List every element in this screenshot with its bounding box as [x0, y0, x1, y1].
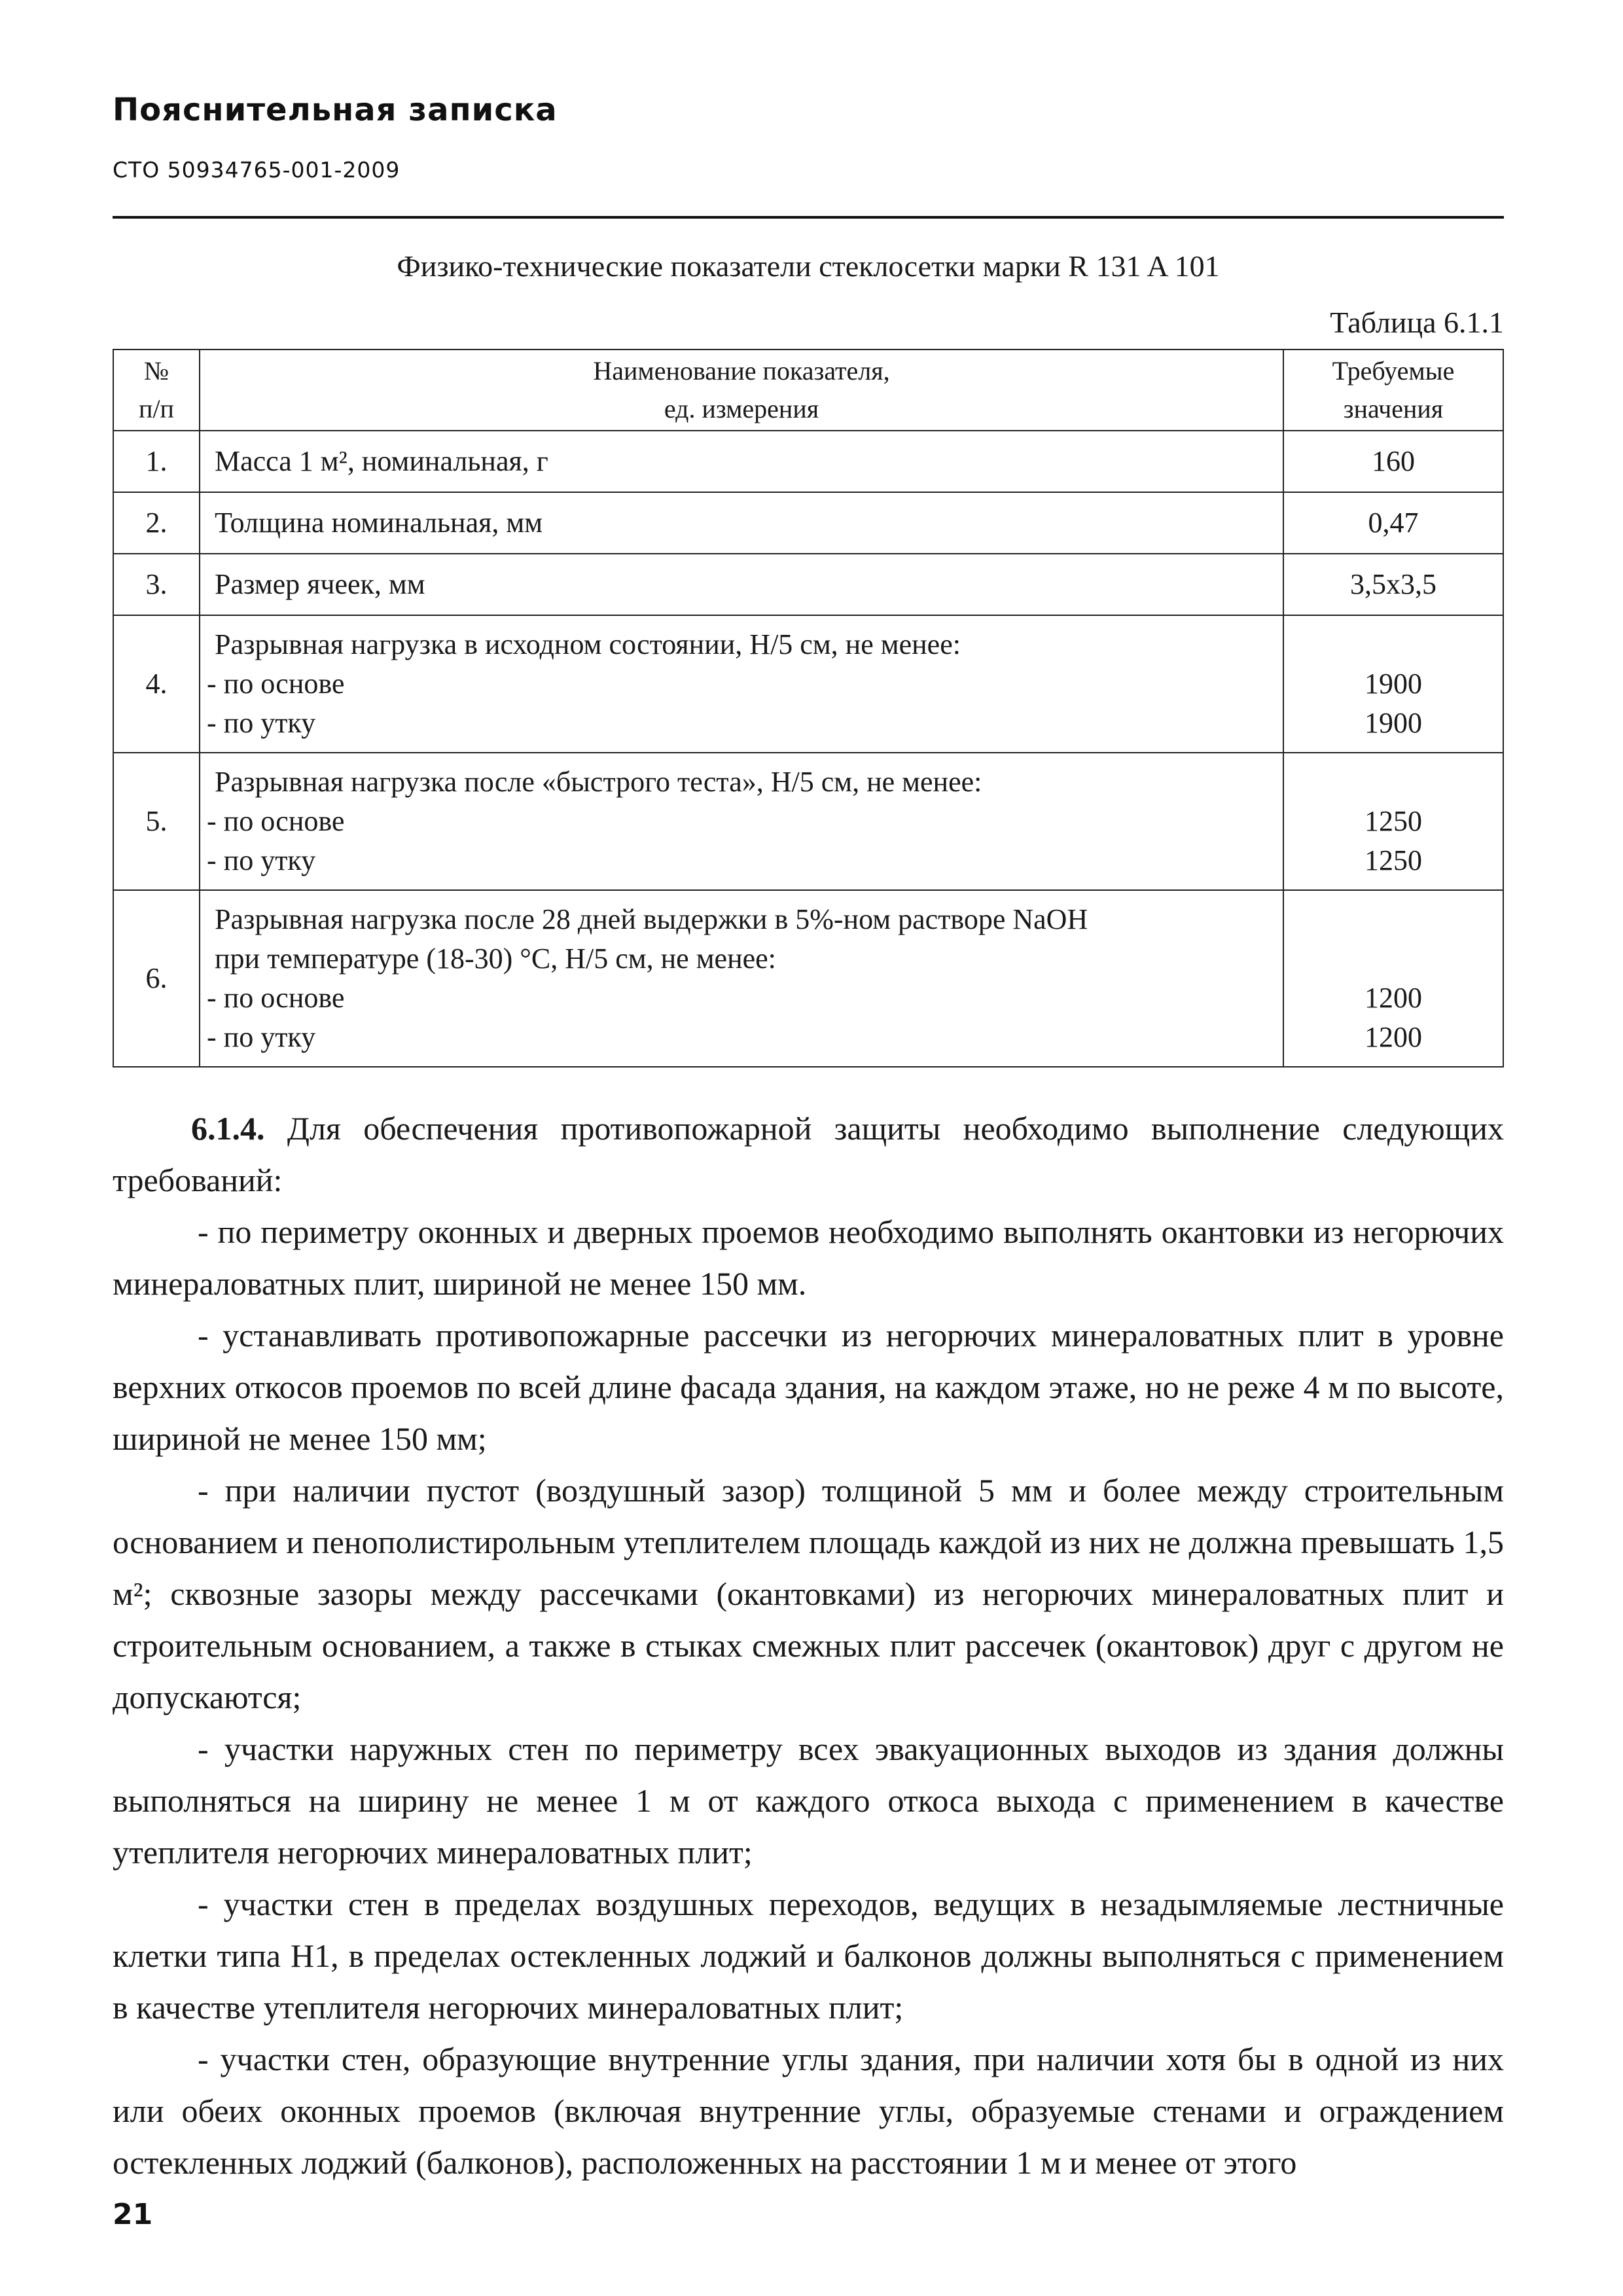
column-header-name-line2: ед. измерения	[664, 394, 819, 423]
table-number: Таблица 6.1.1	[1330, 306, 1504, 339]
row-name-line: - по утку	[207, 707, 316, 739]
row-number: 4.	[113, 615, 200, 753]
section-number: 6.1.4.	[191, 1110, 265, 1147]
row-name	[200, 890, 1283, 1067]
specification-table	[113, 349, 1504, 1067]
table-row	[113, 615, 1503, 753]
document-title: Пояснительная записка	[113, 92, 558, 128]
row-name	[200, 753, 1283, 890]
page-number: 21	[113, 2198, 153, 2231]
document-code: СТО 50934765-001-2009	[113, 157, 401, 183]
section-intro: Для обеспечения противопожарной защиты необходимо выполнение следующих требований:	[113, 1110, 1505, 1198]
requirement-item: - участки стен, образующие внутренние углы здания, при наличии хотя бы в одной из них или обеих оконных проемов (включая внутренние углы, образуемые стенами и ограждением остекленных лоджий (балконов), расположенных на расстоянии 1 м и менее от этого	[113, 2041, 1504, 2181]
table-row	[113, 753, 1503, 890]
column-header-name	[200, 350, 1283, 431]
row-name-line: - по основе	[207, 668, 345, 700]
column-header-value-line2: значения	[1343, 394, 1444, 423]
table-header-row	[113, 350, 1503, 431]
requirement-item: - по периметру оконных и дверных проемов необходимо выполнять окантовки из негорючих минераловатных плит, шириной не менее 150 мм.	[113, 1213, 1504, 1302]
column-header-number	[113, 350, 200, 431]
header-divider	[113, 216, 1504, 219]
row-value-line: 1900	[1364, 707, 1422, 739]
row-name: Размер ячеек, мм	[200, 554, 1283, 615]
row-name: Масса 1 м², номинальная, г	[200, 431, 1283, 492]
table-row	[113, 431, 1503, 492]
row-number: 3.	[113, 554, 200, 615]
requirement-item: - участки наружных стен по периметру всех эвакуационных выходов из здания должны выполняться на ширину не менее 1 м от каждого откоса выхода с применением в качестве утеплителя негорючих минераловатных плит;	[113, 1731, 1504, 1871]
row-name-line: Разрывная нагрузка в исходном состоянии, Н/5 см, не менее:	[215, 628, 961, 660]
row-value-line: 1200	[1364, 1021, 1422, 1053]
row-name-line: Разрывная нагрузка после «быстрого теста», Н/5 см, не менее:	[215, 766, 982, 798]
requirement-item: - при наличии пустот (воздушный зазор) толщиной 5 мм и более между строительным основанием и пенополистирольным утеплителем площадь каждой из них не должна превышать 1,5 м²; сквозные зазоры между рассечками (окантовками) из негорючих минераловатных плит и строительным основанием, а также в стыках смежных плит рассечек (окантовок) друг с другом не допускаются;	[113, 1472, 1504, 1715]
table-caption: Физико-технические показатели стеклосетки марки R 131 A 101	[397, 249, 1220, 283]
row-name-line: - по утку	[207, 844, 316, 876]
row-value	[1283, 615, 1503, 753]
row-name	[200, 615, 1283, 753]
row-value-line: 1250	[1364, 844, 1422, 876]
row-name-line: при температуре (18-30) °С, Н/5 см, не менее:	[215, 942, 776, 975]
row-name-line: Разрывная нагрузка после 28 дней выдержки в 5%-ном растворе NaOH	[215, 903, 1088, 935]
row-number: 1.	[113, 431, 200, 492]
table-row	[113, 890, 1503, 1067]
row-number: 5.	[113, 753, 200, 890]
body-text	[113, 1103, 1504, 2189]
row-value: 160	[1283, 431, 1503, 492]
section-paragraph	[113, 1103, 1504, 1206]
column-header-number-line2: п/п	[139, 394, 174, 423]
column-header-name-line1: Наименование показателя,	[593, 356, 890, 386]
column-header-value	[1283, 350, 1503, 431]
column-header-value-line1: Требуемые	[1332, 356, 1455, 386]
table-row	[113, 554, 1503, 615]
requirement-item: - устанавливать противопожарные рассечки из негорючих минераловатных плит в уровне верхних откосов проемов по всей длине фасада здания, на каждом этаже, но не реже 4 м по высоте, шириной не менее 150 мм;	[113, 1317, 1504, 1457]
row-value-line: 1250	[1364, 805, 1422, 837]
row-value: 0,47	[1283, 492, 1503, 554]
row-number: 2.	[113, 492, 200, 554]
requirement-item: - участки стен в пределах воздушных переходов, ведущих в незадымляемые лестничные клетки типа Н1, в пределах остекленных лоджий и балконов должны выполняться с применением в качестве утеплителя негорючих минераловатных плит;	[113, 1886, 1504, 2026]
row-value-line: 1200	[1364, 982, 1422, 1014]
row-value: 3,5х3,5	[1283, 554, 1503, 615]
row-value	[1283, 753, 1503, 890]
row-name: Толщина номинальная, мм	[200, 492, 1283, 554]
row-name-line: - по основе	[207, 805, 345, 837]
row-value-line: 1900	[1364, 668, 1422, 700]
row-name-line: - по утку	[207, 1021, 316, 1053]
row-value	[1283, 890, 1503, 1067]
table-row	[113, 492, 1503, 554]
row-name-line: - по основе	[207, 982, 345, 1014]
column-header-number-line1: №	[143, 356, 169, 386]
row-number: 6.	[113, 890, 200, 1067]
